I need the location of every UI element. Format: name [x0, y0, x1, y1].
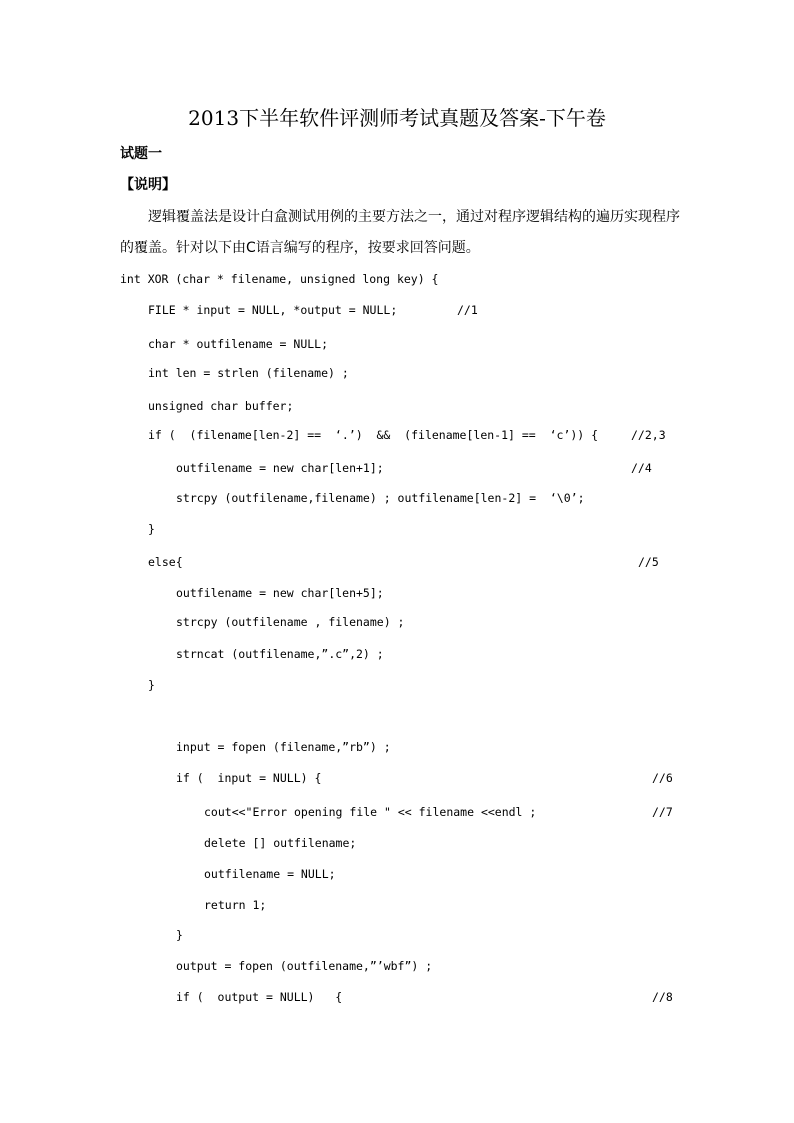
code-line — [148, 398, 293, 414]
code-text: int XOR (char * filename, unsigned long key) { — [120, 272, 439, 286]
code-line — [176, 490, 585, 506]
code-text: char * outfilename = NULL; — [148, 337, 329, 351]
code-line — [176, 770, 321, 786]
code-text: strcpy (outfilename , filename) ; — [176, 615, 405, 629]
document-title: 2013下半年软件评测师考试真题及答案-下午卷 — [188, 106, 606, 130]
code-line — [204, 897, 266, 913]
code-text: if ( (filename[len-2] == ‘.’) && (filename[len-1] == ‘c’)) { — [148, 428, 599, 442]
code-comment: //1 — [457, 303, 478, 317]
code-line — [148, 427, 598, 443]
code-text: if ( output = NULL) { — [176, 990, 343, 1004]
code-text: outfilename = new char[len+1]; — [176, 461, 384, 475]
code-text: input = fopen (filename,”rb”) ; — [176, 740, 391, 754]
code-line — [176, 927, 183, 943]
code-text: } — [148, 678, 155, 692]
code-text: outfilename = NULL; — [204, 867, 336, 881]
code-text: strncat (outfilename,”.c”,2) ; — [176, 647, 384, 661]
description-paragraph: 逻辑覆盖法是设计白盒测试用例的主要方法之一，通过对程序逻辑结构的遍历实现程序的覆盖。针对以下由C语言编写的程序，按要求回答问题。 — [120, 209, 680, 256]
code-line — [148, 521, 155, 537]
code-comment: //7 — [652, 805, 673, 819]
code-comment: //8 — [652, 990, 673, 1004]
code-line — [148, 365, 349, 381]
code-text: return 1; — [204, 898, 267, 912]
code-line — [176, 460, 384, 476]
code-line — [176, 989, 342, 1005]
code-text: delete [] outfilename; — [204, 836, 357, 850]
code-line — [176, 739, 391, 755]
code-text: strcpy (outfilename,filename) ; outfilename[len-2] = ‘\0’; — [176, 491, 585, 505]
code-text: } — [176, 928, 183, 942]
code-line — [204, 804, 536, 820]
code-text: output = fopen (outfilename,”’wbf”) ; — [176, 959, 433, 973]
section-heading: 【说明】 — [120, 177, 176, 193]
code-comment: //6 — [652, 771, 673, 785]
code-line — [176, 614, 404, 630]
code-line — [204, 835, 356, 851]
code-line — [148, 677, 155, 693]
code-text: FILE * input = NULL, *output = NULL; — [148, 303, 398, 317]
code-text: int len = strlen (filename) ; — [148, 366, 349, 380]
code-text: } — [148, 522, 155, 536]
code-comment: //2,3 — [631, 428, 666, 442]
question-heading: 试题一 — [120, 146, 162, 162]
code-text: if ( input = NULL) { — [176, 771, 322, 785]
code-line — [176, 646, 384, 662]
code-line — [148, 302, 397, 318]
code-line — [148, 554, 183, 570]
code-text: cout<<"Error opening file " << filename <<endl ; — [204, 805, 537, 819]
code-comment: //4 — [631, 461, 652, 475]
code-line — [176, 958, 432, 974]
code-comment: //5 — [638, 555, 659, 569]
code-line — [204, 866, 336, 882]
code-line — [148, 336, 328, 352]
code-line — [176, 585, 384, 601]
code-line — [120, 271, 439, 287]
code-text: outfilename = new char[len+5]; — [176, 586, 384, 600]
code-text: unsigned char buffer; — [148, 399, 294, 413]
code-text: else{ — [148, 555, 183, 569]
